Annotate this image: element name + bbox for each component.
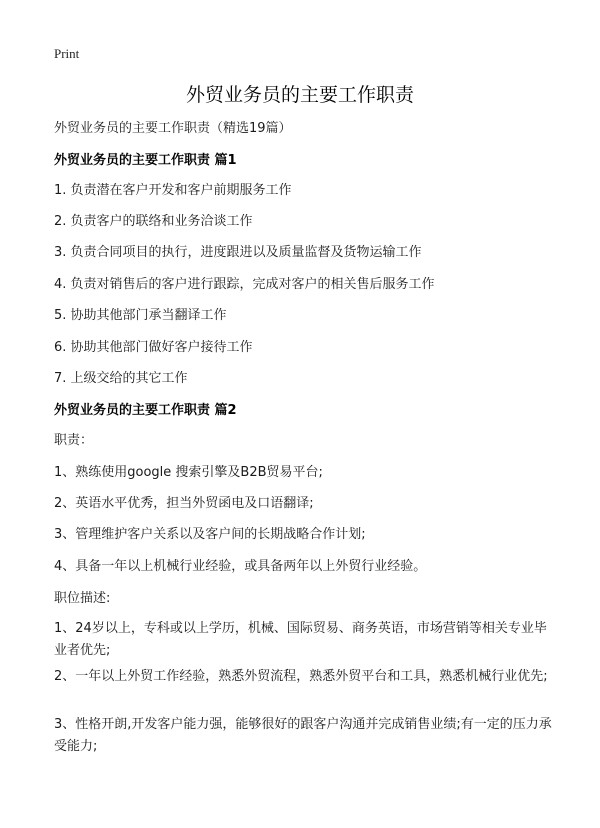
list-item: 2、一年以上外贸工作经验，熟悉外贸流程，熟悉外贸平台和工具，熟悉机械行业优先; [54, 669, 548, 684]
list-item: 1、熟练使用google 搜索引擎及B2B贸易平台; [54, 465, 323, 480]
duties-label: 职责： [54, 433, 94, 448]
list-item: 3. 负责合同项目的执行，进度跟进以及质量监督及货物运输工作 [54, 245, 422, 260]
list-item: 1. 负责潜在客户开发和客户前期服务工作 [54, 183, 292, 198]
list-item: 1、24岁以上，专科或以上学历，机械、国际贸易、商务英语，市场营销等相关专业毕业者优先; [54, 621, 547, 658]
list-item: 7. 上级交给的其它工作 [54, 371, 188, 386]
list-item: 4、具备一年以上机械行业经验，或具备两年以上外贸行业经验。 [54, 559, 427, 574]
list-item: 4. 负责对销售后的客户进行跟踪，完成对客户的相关售后服务工作 [54, 277, 435, 292]
document-subtitle: 外贸业务员的主要工作职责（精选19篇） [54, 121, 292, 136]
list-item: 2、英语水平优秀，担当外贸函电及口语翻译; [54, 496, 314, 511]
section-2-heading: 外贸业务员的主要工作职责 篇2 [54, 403, 237, 418]
print-label: Print [54, 46, 80, 61]
list-item: 2. 负责客户的联络和业务洽谈工作 [54, 214, 253, 229]
list-item: 3、管理维护客户关系以及客户间的长期战略合作计划; [54, 527, 366, 542]
section-1-heading: 外贸业务员的主要工作职责 篇1 [54, 153, 237, 168]
position-label: 职位描述: [54, 591, 111, 606]
list-item: 3、性格开朗,开发客户能力强，能够很好的跟客户沟通并完成销售业绩;有一定的压力承受能力; [54, 717, 552, 754]
list-item: 6. 协助其他部门做好客户接待工作 [54, 340, 253, 355]
document-title: 外贸业务员的主要工作职责 [185, 84, 414, 106]
list-item: 5. 协助其他部门承当翻译工作 [54, 308, 227, 323]
